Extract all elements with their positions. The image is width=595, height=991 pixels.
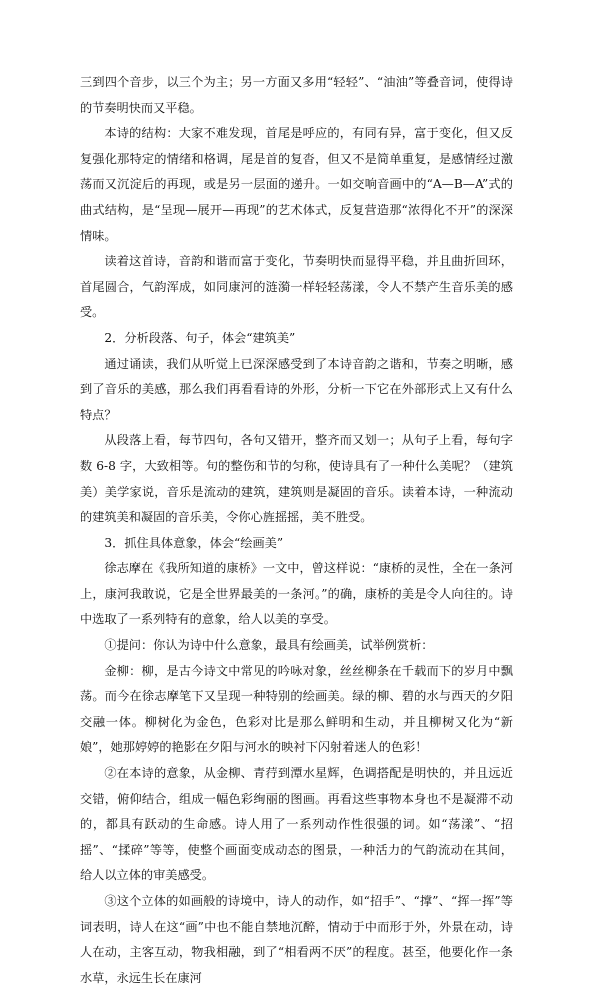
paragraph-rhythm-conclusion: 三到四个音步，以三个为主；另一方面又多用“轻轻”、“油油”等叠音词，使得诗的节奏明快而又平稳。 — [80, 75, 513, 115]
paragraph-recitation: 通过诵读，我们从听觉上已深深感受到了本诗音韵之谐和，节奏之明晰，感到了音乐的美感，那么我们再看看诗的外形，分析一下它在外部形式上又有什么特点？ — [80, 356, 513, 422]
paragraph-poet-action: ③这个立体的如画般的诗境中，诗人的动作，如“招手”、“撑”、“挥一挥”等词表明，诗人在这“画”中也不能自禁地沉醉，情动于中而形于外，外景在动，诗人在动，主客互动，物我相融，到了“相看两不厌”的程度。甚至，他要化作一条水草，永远生长在康河 — [80, 894, 513, 985]
paragraph-structure: 本诗的结构：大家不难发现，首尾是呼应的，有同有异，富于变化，但又反复强化那特定的情绪和格调，尾是首的复沓，但又不是简单重复，是感情经过激荡而又沉淀后的再现，或是另一层面的递升。一如交响音画中的“A—B—A”式的曲式结构，是“呈现—展开—再现”的艺术体式，反复营造那“浓得化不开”的深深情味。 — [80, 126, 513, 243]
section-heading-painting: 3．抓住具体意象，体会“绘画美” — [104, 535, 284, 550]
paragraph-imagery: ②在本诗的意象，从金柳、青荇到潭水星辉，色调搭配是明快的，并且远近交错，俯仰结合，组成一幅色彩绚丽的图画。再看这些事物本身也不是凝滞不动的，都具有跃动的生命感。诗人用了一系列动作性很强的词。如“荡漾”、“招摇”、“揉碎”等等，使整个画面变成动态的图景，一种活力的气韵流动在其间，给人以立体的审美感受。 — [80, 766, 513, 883]
paragraph-music-beauty: 读着这首诗，音韵和谐而富于变化，节奏明快而显得平稳，并且曲折回环，首尾圆合，气韵浑成，如同康河的涟漪一样轻轻荡漾，令人不禁产生音乐美的感受。 — [80, 254, 513, 320]
section-heading-architecture: 2．分析段落、句子，体会“建筑美” — [104, 330, 296, 345]
paragraph-xu-zhimo-quote: 徐志摩在《我所知道的康桥》一文中，曾这样说：“康桥的灵性，全在一条河上，康河我敢说，它是全世界最美的一条河。”的确，康桥的美是令人向往的。诗中选取了一系列特有的意象，给人以美的享受。 — [80, 561, 513, 627]
paragraph-question: ①提问：你认为诗中什么意象，最具有绘画美，试举例赏析： — [104, 638, 434, 653]
paragraph-golden-willow: 金柳：柳，是古今诗文中常见的吟咏对象，丝丝柳条在千载而下的岁月中飘荡。而今在徐志摩笔下又呈现一种特别的绘画美。绿的柳、碧的水与西天的夕阳交融一体。柳树化为金色，色彩对比是那么鲜明和生动，并且柳树又化为“新娘”，她那婷婷的艳影在夕阳与河水的映衬下闪射着迷人的色彩！ — [80, 663, 513, 755]
paragraph-architecture-beauty: 从段落上看，每节四句，各句又错开，整齐而又划一；从句子上看，每句字数 6-8 字，大致相等。句的整伤和节的匀称，使诗具有了一种什么美呢？（建筑美）美学家说，音乐是流动的建筑，建筑则是凝固的音乐。读着本诗，一种流动的建筑美和凝固的音乐美，令你心旌摇摇，美不胜受。 — [80, 433, 513, 525]
